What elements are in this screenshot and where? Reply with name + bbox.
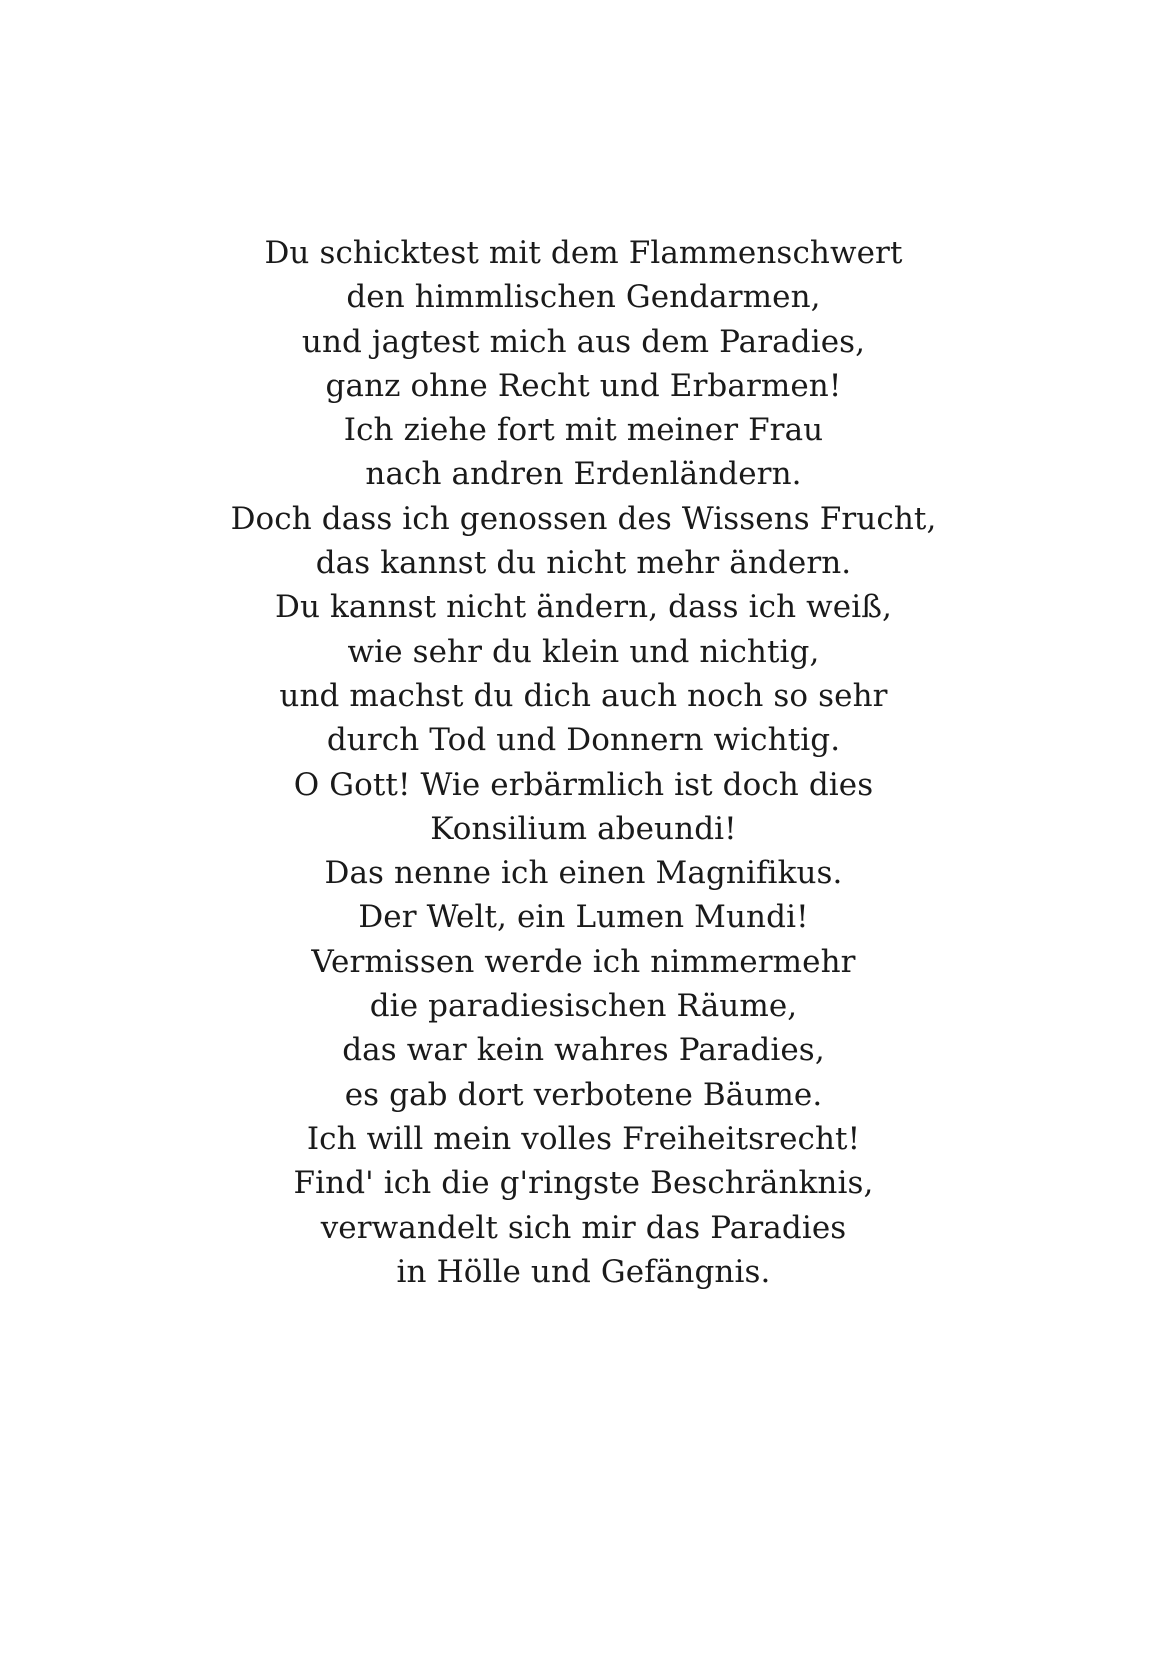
poem-line: und machst du dich auch noch so sehr: [279, 677, 888, 714]
poem-line: Doch dass ich genossen des Wissens Frucht,: [230, 500, 937, 537]
poem-line: Konsilium abeundi!: [430, 810, 737, 847]
poem-line: und jagtest mich aus dem Paradies,: [301, 323, 866, 360]
poem-line: das war kein wahres Paradies,: [342, 1032, 825, 1069]
poem-line: Du schicktest mit dem Flammenschwert: [264, 235, 903, 271]
poem-line: es gab dort verbotene Bäume.: [344, 1076, 823, 1113]
poem-line: Vermissen werde ich nimmermehr: [311, 943, 856, 980]
poem-line: durch Tod und Donnern wichtig.: [326, 722, 841, 759]
poem-line: die paradiesischen Räume,: [369, 988, 798, 1025]
poem-line: Ich ziehe fort mit meiner Frau: [343, 412, 824, 449]
poem-line: Das nenne ich einen Magnifikus.: [324, 855, 843, 892]
poem-line: das kannst du nicht mehr ändern.: [315, 545, 852, 582]
poem-line: verwandelt sich mir das Paradies: [320, 1209, 847, 1246]
poem-line: O Gott! Wie erbärmlich ist doch dies: [293, 766, 874, 803]
poem-line: Find' ich die g'ringste Beschränknis,: [293, 1165, 874, 1202]
poem-line: Der Welt, ein Lumen Mundi!: [358, 899, 809, 936]
poem-line: ganz ohne Recht und Erbarmen!: [325, 367, 842, 404]
poem-line: Ich will mein volles Freiheitsrecht!: [306, 1120, 861, 1157]
poem-text: [0, 231, 1167, 1294]
poem-line: in Hölle und Gefängnis.: [396, 1253, 771, 1290]
poem-line: nach andren Erdenländern.: [365, 456, 802, 493]
poem-line: Du kannst nicht ändern, dass ich weiß,: [275, 589, 892, 626]
poem-line: wie sehr du klein und nichtig,: [347, 633, 820, 670]
poem-line: den himmlischen Gendarmen,: [346, 279, 821, 316]
